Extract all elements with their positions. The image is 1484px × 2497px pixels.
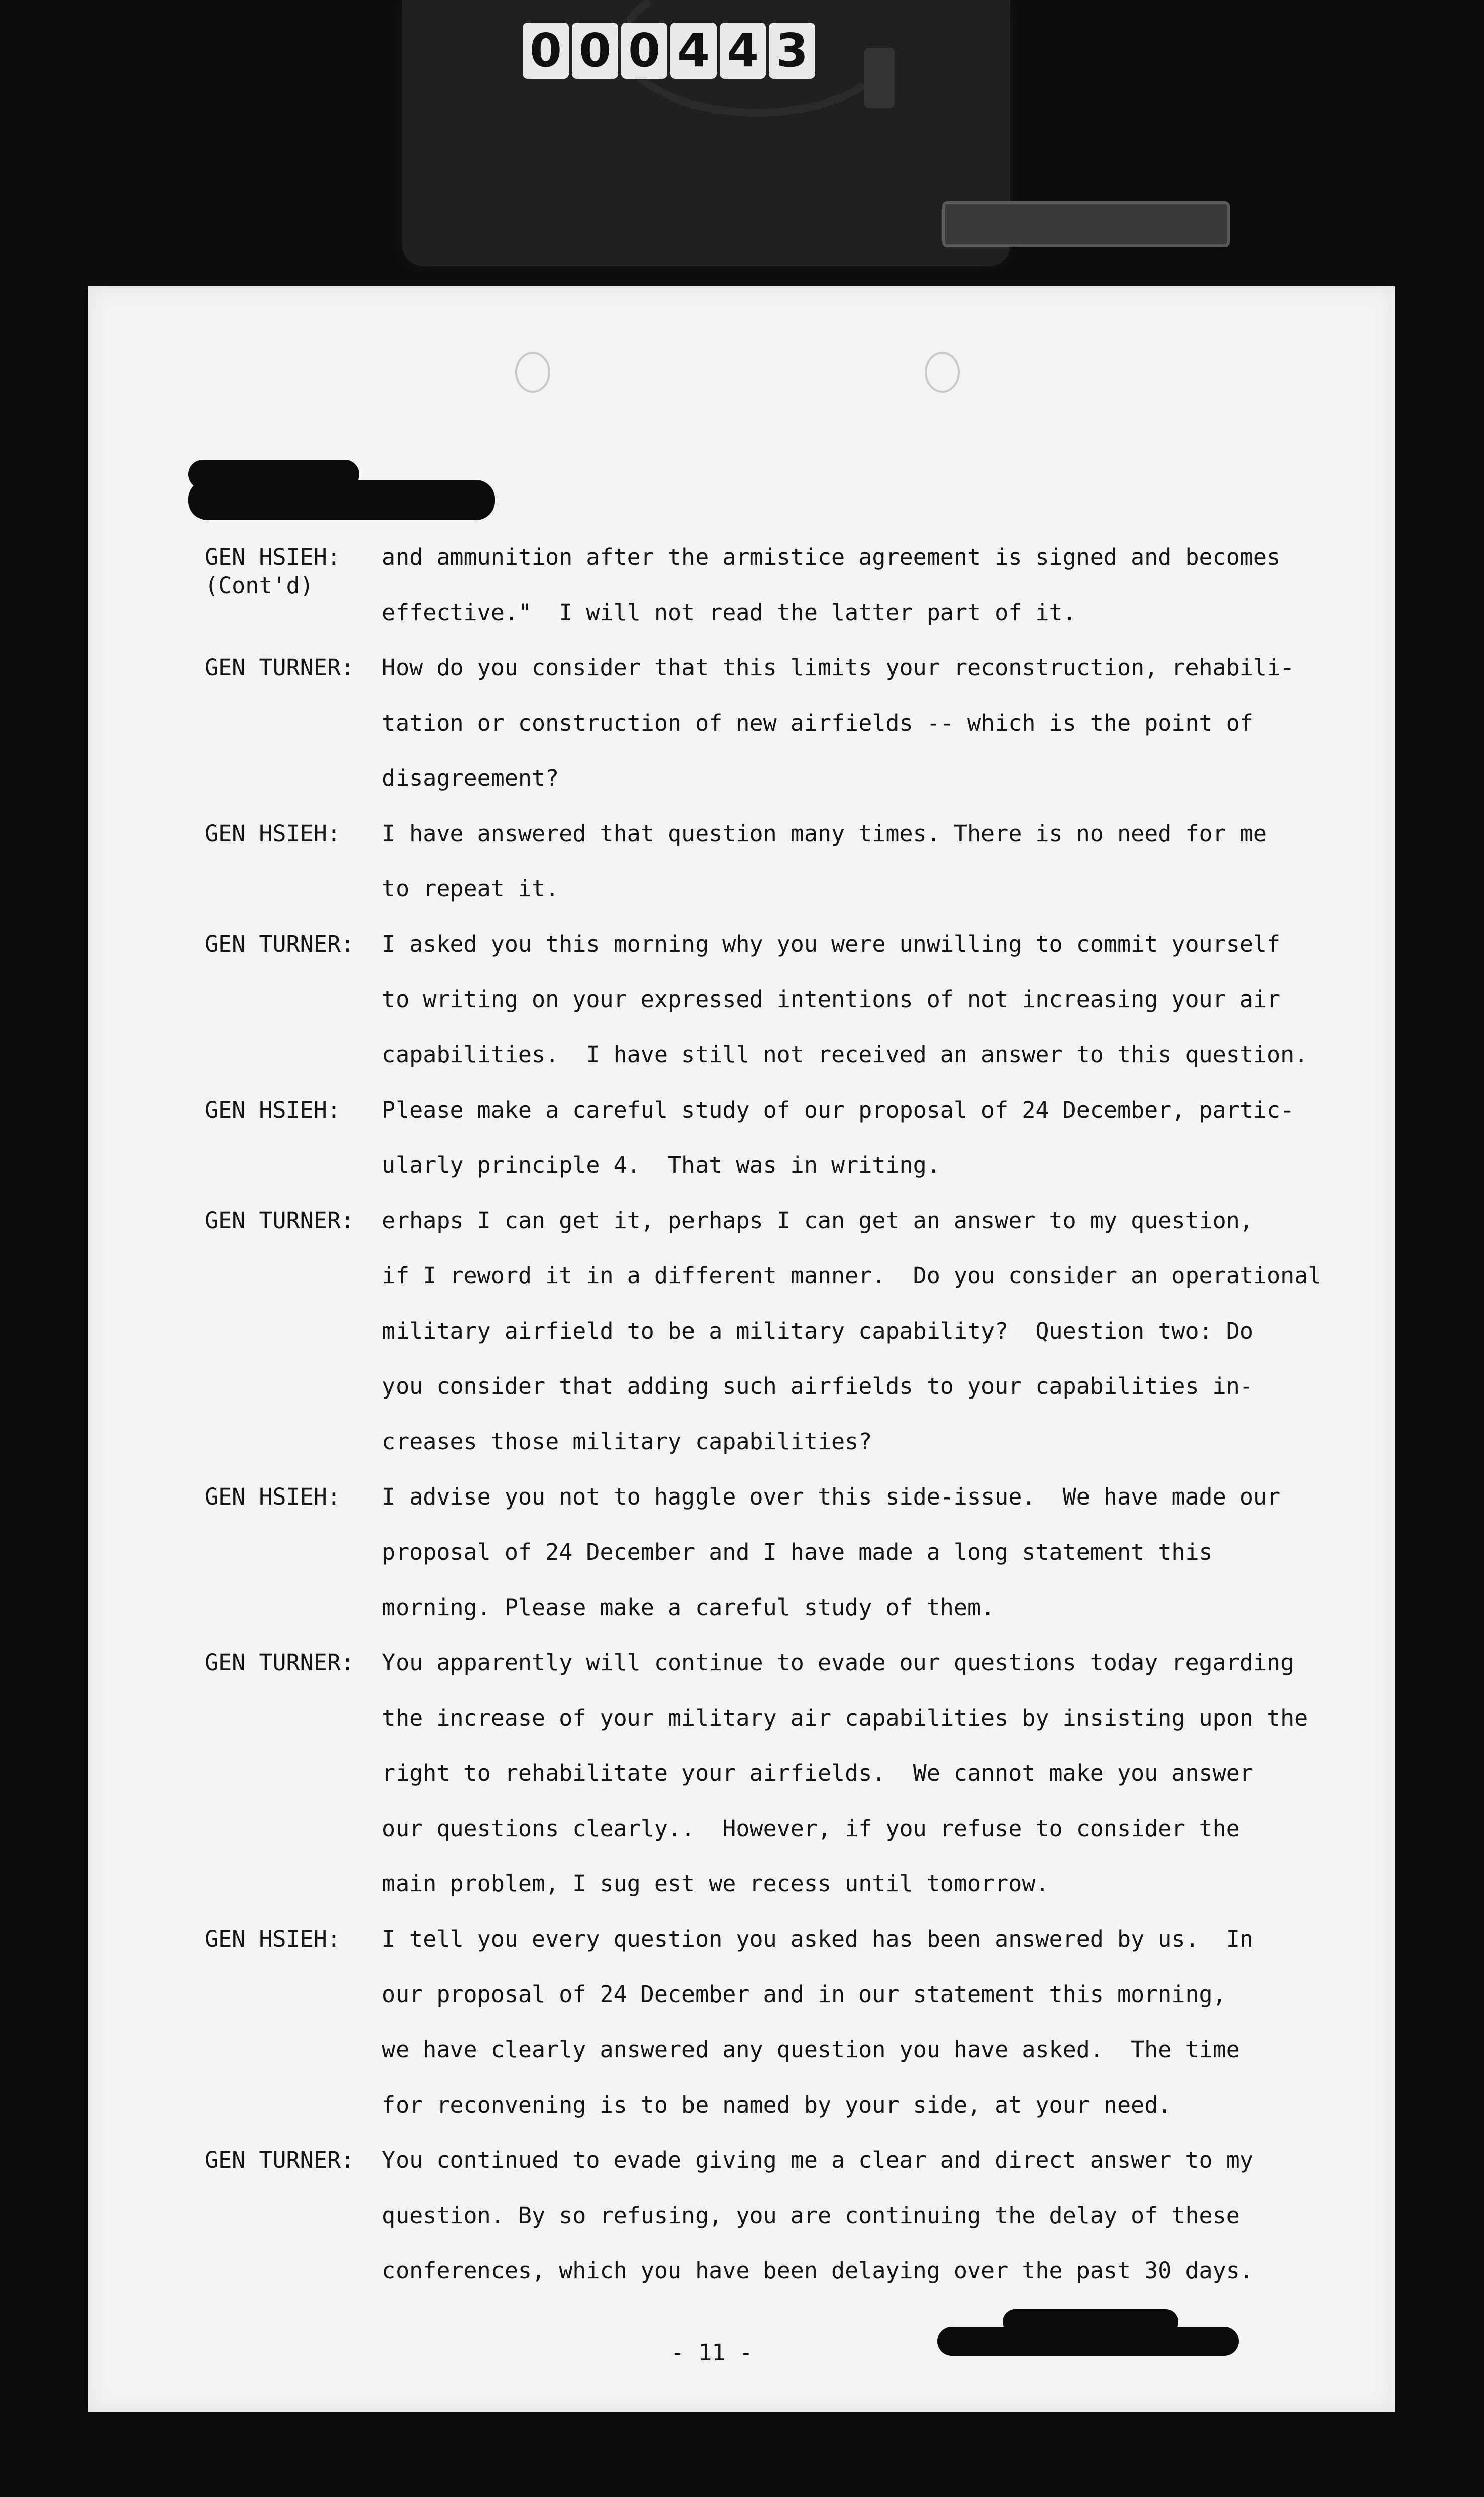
counter-digit: 0	[572, 23, 618, 79]
redaction-mark	[188, 480, 495, 520]
speech-text	[382, 1095, 1377, 1206]
speech-line: question. By so refusing, you are continuing the delay of these	[382, 2202, 1240, 2229]
speech-line: You continued to evade giving me a clear and direct answer to my	[382, 2147, 1253, 2173]
punch-hole	[515, 352, 550, 393]
speech-text	[382, 543, 1377, 653]
speech-line: How do you consider that this limits your reconstruction, rehabili-	[382, 654, 1295, 681]
speech-line: I asked you this morning why you were unwilling to commit yourself	[382, 931, 1281, 957]
speech-line: our questions clearly.. However, if you refuse to consider the	[382, 1815, 1240, 1842]
speech-text	[382, 819, 1377, 930]
speech-text	[382, 2146, 1377, 2312]
punch-hole	[925, 352, 960, 393]
speech-line: Please make a careful study of our proposal of 24 December, partic-	[382, 1096, 1295, 1123]
counter-digit: 3	[769, 23, 815, 79]
speech-line: effective." I will not read the latter part of it.	[382, 599, 1076, 626]
speaker-label	[205, 930, 375, 958]
speech-text	[382, 1206, 1377, 1482]
speaker-name: GEN TURNER:	[205, 654, 355, 681]
speech-text	[382, 1482, 1377, 1648]
speech-line: to writing on your expressed intentions of not increasing your air	[382, 986, 1281, 1013]
speech-text	[382, 1648, 1377, 1925]
speaker-label	[205, 1482, 375, 1511]
speech-line: right to rehabilitate your airfields. We cannot make you answer	[382, 1760, 1253, 1786]
speech-line: our proposal of 24 December and in our statement this morning,	[382, 1981, 1226, 2008]
speaker-name: GEN TURNER:	[205, 1649, 355, 1676]
counter-digit: 4	[670, 23, 717, 79]
speech-text	[382, 653, 1377, 819]
speaker-name: GEN HSIEH:	[205, 1926, 341, 1952]
speech-text	[382, 1925, 1377, 2146]
speech-line: erhaps I can get it, perhaps I can get an answer to my question,	[382, 1207, 1253, 1234]
speech-line: I tell you every question you asked has been answered by us. In	[382, 1926, 1253, 1952]
speech-line: creases those military capabilities?	[382, 1428, 872, 1455]
counter-knob	[864, 48, 895, 108]
counter-digit: 0	[621, 23, 667, 79]
speech-line: the increase of your military air capabilities by insisting upon the	[382, 1705, 1308, 1731]
counter-digit: 4	[720, 23, 766, 79]
speech-line: military airfield to be a military capability? Question two: Do	[382, 1318, 1253, 1344]
speaker-name: GEN HSIEH:	[205, 1096, 341, 1123]
speech-line: for reconvening is to be named by your side, at your need.	[382, 2091, 1172, 2118]
counter-nameplate	[942, 201, 1230, 247]
speaker-label	[205, 543, 375, 600]
counter-digit: 0	[523, 23, 569, 79]
frame-counter	[523, 23, 815, 79]
speaker-name: GEN HSIEH:	[205, 1483, 341, 1510]
document-page	[88, 286, 1395, 2412]
speaker-continuation: (Cont'd)	[205, 572, 314, 599]
speech-line: ularly principle 4. That was in writing.	[382, 1152, 940, 1178]
speech-line: we have clearly answered any question you have asked. The time	[382, 2036, 1240, 2063]
speech-line: proposal of 24 December and I have made a long statement this	[382, 1539, 1213, 1565]
redaction-mark	[937, 2327, 1239, 2356]
speaker-label	[205, 1095, 375, 1124]
speech-line: you consider that adding such airfields to your capabilities in-	[382, 1373, 1253, 1400]
speech-line: disagreement?	[382, 765, 559, 791]
speaker-label	[205, 2146, 375, 2174]
speaker-name: GEN TURNER:	[205, 1207, 355, 1234]
speech-line: morning. Please make a careful study of them.	[382, 1594, 995, 1621]
speaker-label	[205, 653, 375, 682]
speaker-label	[205, 1648, 375, 1677]
speaker-name: GEN HSIEH:	[205, 820, 341, 847]
speech-line: to repeat it.	[382, 875, 559, 902]
speech-text	[382, 930, 1377, 1095]
speech-line: You apparently will continue to evade our questions today regarding	[382, 1649, 1295, 1676]
speaker-label	[205, 1925, 375, 1953]
speaker-label	[205, 819, 375, 848]
speaker-name: GEN TURNER:	[205, 2147, 355, 2173]
speaker-name: GEN TURNER:	[205, 931, 355, 957]
speech-line: capabilities. I have still not received an answer to this question.	[382, 1041, 1308, 1068]
speech-line: conferences, which you have been delaying over the past 30 days.	[382, 2257, 1253, 2284]
speech-line: I advise you not to haggle over this side-issue. We have made our	[382, 1483, 1281, 1510]
page-number: - 11 -	[671, 2339, 753, 2366]
speech-line: main problem, I sug est we recess until tomorrow.	[382, 1870, 1049, 1897]
speech-line: tation or construction of new airfields -- which is the point of	[382, 710, 1253, 736]
speech-line: if I reword it in a different manner. Do you consider an operational	[382, 1262, 1322, 1289]
speech-line: and ammunition after the armistice agreement is signed and becomes	[382, 544, 1281, 570]
speech-line: I have answered that question many times. There is no need for me	[382, 820, 1267, 847]
speaker-label	[205, 1206, 375, 1235]
speaker-name: GEN HSIEH:	[205, 544, 341, 570]
